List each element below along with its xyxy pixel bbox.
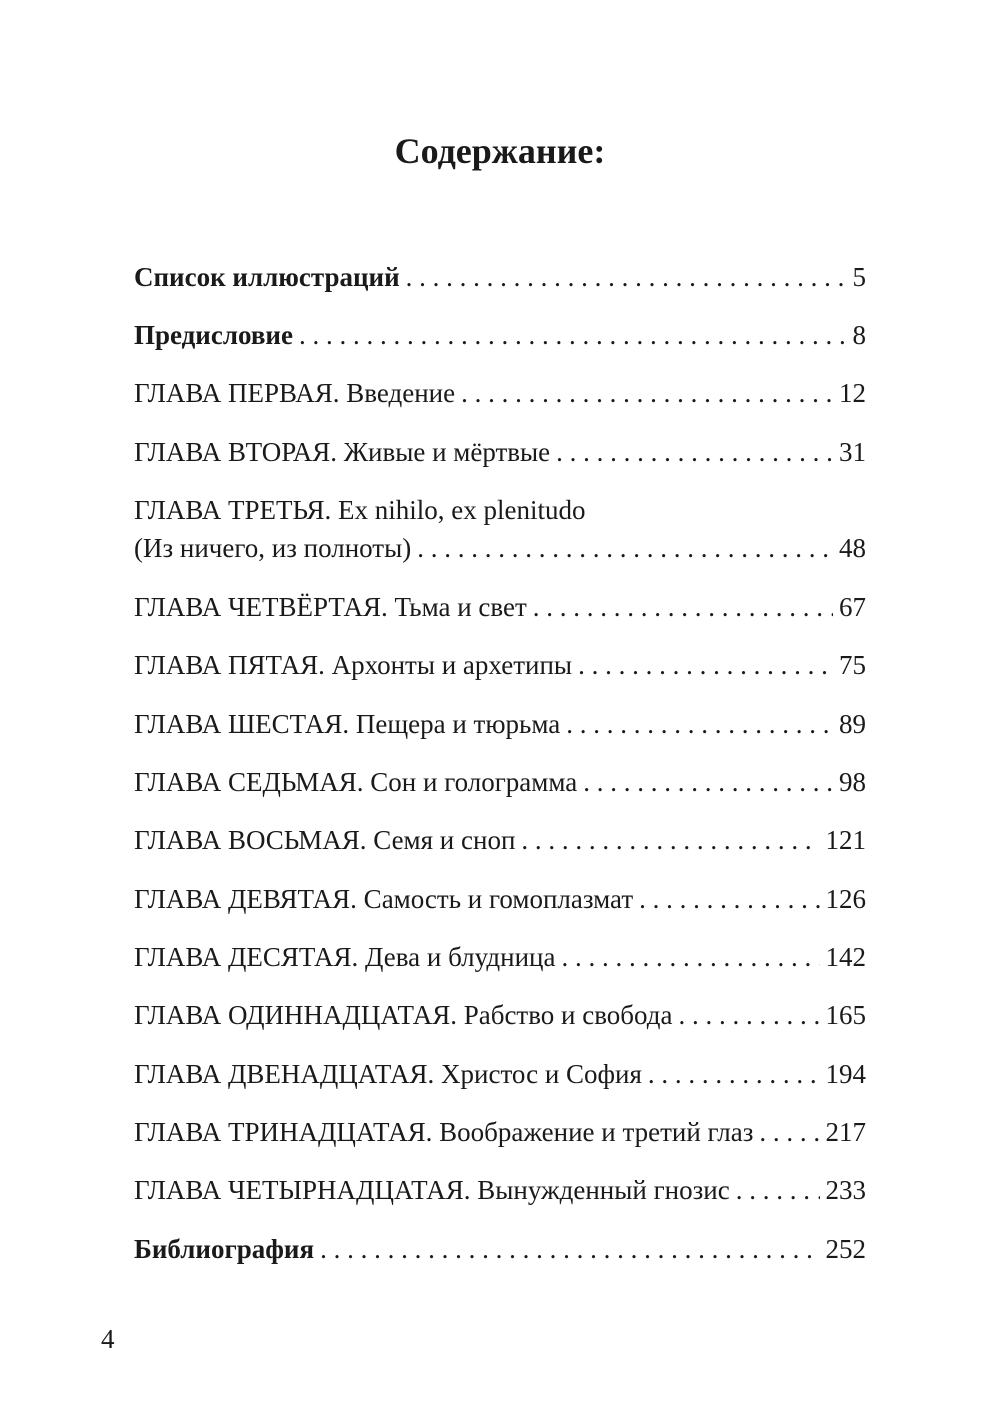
dot-leader (578, 648, 833, 682)
toc-entry-label: (Из ничего, из полноты) (134, 533, 412, 563)
toc-entry-page: 121 (825, 825, 866, 855)
toc-entry-illustrations[interactable] (134, 260, 866, 294)
page-number: 4 (101, 1324, 115, 1354)
toc-entry-page: 142 (825, 942, 866, 972)
toc-entry-chapter-14[interactable] (134, 1173, 866, 1207)
toc-entry-page: 252 (825, 1234, 866, 1264)
toc-entry-label-line1: ГЛАВА ТРЕТЬЯ. Ex nihilo, ex plenitudo (134, 495, 586, 525)
toc-entry-chapter-2[interactable] (134, 435, 866, 469)
dot-leader (417, 531, 833, 565)
toc-entry-chapter-13[interactable] (134, 1115, 866, 1149)
toc-entry-page: 98 (839, 767, 866, 797)
dot-leader (406, 260, 847, 294)
dot-leader (533, 590, 833, 624)
toc-entry-label: ГЛАВА ДЕВЯТАЯ. Самость и гомоплазмат (134, 884, 634, 914)
toc-entry-chapter-12[interactable] (134, 1057, 866, 1091)
toc-entry-label: Предисловие (134, 320, 293, 350)
toc-entry-label: ГЛАВА ЧЕТЫРНАДЦАТАЯ. Вынужденный гнозис (134, 1175, 730, 1205)
toc-entry-chapter-5[interactable] (134, 648, 866, 682)
dot-leader (461, 376, 833, 410)
dot-leader (566, 707, 833, 741)
dot-leader (556, 435, 833, 469)
toc-entry-page: 5 (852, 262, 866, 292)
toc-entry-label: Список иллюстраций (134, 262, 400, 292)
toc-entry-label: ГЛАВА ДЕСЯТАЯ. Дева и блудница (134, 942, 556, 972)
toc-entry-chapter-9[interactable] (134, 882, 866, 916)
toc-entry-chapter-8[interactable] (134, 823, 866, 857)
dot-leader (736, 1173, 820, 1207)
toc-entry-label: Библиография (134, 1234, 315, 1264)
toc-entry-label: ГЛАВА ВОСЬМАЯ. Семя и сноп (134, 825, 516, 855)
toc-entry-bibliography[interactable] (134, 1232, 866, 1266)
toc-entry-page: 126 (825, 884, 866, 914)
toc-entry-page: 233 (825, 1175, 866, 1205)
toc-entry-chapter-4[interactable] (134, 590, 866, 624)
toc-entry-chapter-3[interactable] (134, 493, 866, 565)
dot-leader (678, 998, 819, 1032)
toc-entry-label: ГЛАВА ТРИНАДЦАТАЯ. Воображение и третий глаз (134, 1117, 754, 1147)
toc-entry-page: 75 (839, 650, 866, 680)
toc-entry-chapter-7[interactable] (134, 765, 866, 799)
toc-entry-chapter-11[interactable] (134, 998, 866, 1032)
dot-leader (299, 318, 847, 352)
toc-entry-label: ГЛАВА ПЯТАЯ. Архонты и архетипы (134, 650, 573, 680)
page-title: Содержание: (394, 131, 606, 171)
toc-entry-page: 194 (825, 1059, 866, 1089)
toc-entry-label: ГЛАВА ДВЕНАДЦАТАЯ. Христос и София (134, 1059, 642, 1089)
toc-entry-page: 31 (839, 437, 866, 467)
toc-entry-page: 165 (825, 1000, 866, 1030)
toc-entry-preface[interactable] (134, 318, 866, 352)
toc-entry-chapter-10[interactable] (134, 940, 866, 974)
dot-leader (583, 765, 833, 799)
dot-leader (639, 882, 819, 916)
dot-leader (562, 940, 820, 974)
toc-entry-label: ГЛАВА ПЕРВАЯ. Введение (134, 378, 456, 408)
toc-entry-label: ГЛАВА ЧЕТВЁРТАЯ. Тьма и свет (134, 592, 527, 622)
dot-leader (521, 823, 819, 857)
toc-entry-chapter-6[interactable] (134, 707, 866, 741)
toc-entry-page: 8 (852, 320, 866, 350)
toc-entry-label: ГЛАВА СЕДЬМАЯ. Сон и голограмма (134, 767, 578, 797)
toc-entry-chapter-1[interactable] (134, 376, 866, 410)
dot-leader (648, 1057, 820, 1091)
toc-entry-page: 217 (825, 1117, 866, 1147)
toc-entry-page: 67 (839, 592, 866, 622)
toc-entry-page: 12 (839, 378, 866, 408)
toc-entry-page: 89 (839, 709, 866, 739)
toc-entry-label: ГЛАВА ШЕСТАЯ. Пещера и тюрьма (134, 709, 561, 739)
toc-entry-page: 48 (839, 533, 866, 563)
dot-leader (759, 1115, 819, 1149)
toc-entry-label: ГЛАВА ОДИННАДЦАТАЯ. Рабство и свобода (134, 1000, 673, 1030)
dot-leader (320, 1232, 819, 1266)
toc-entry-label: ГЛАВА ВТОРАЯ. Живые и мёртвые (134, 437, 551, 467)
